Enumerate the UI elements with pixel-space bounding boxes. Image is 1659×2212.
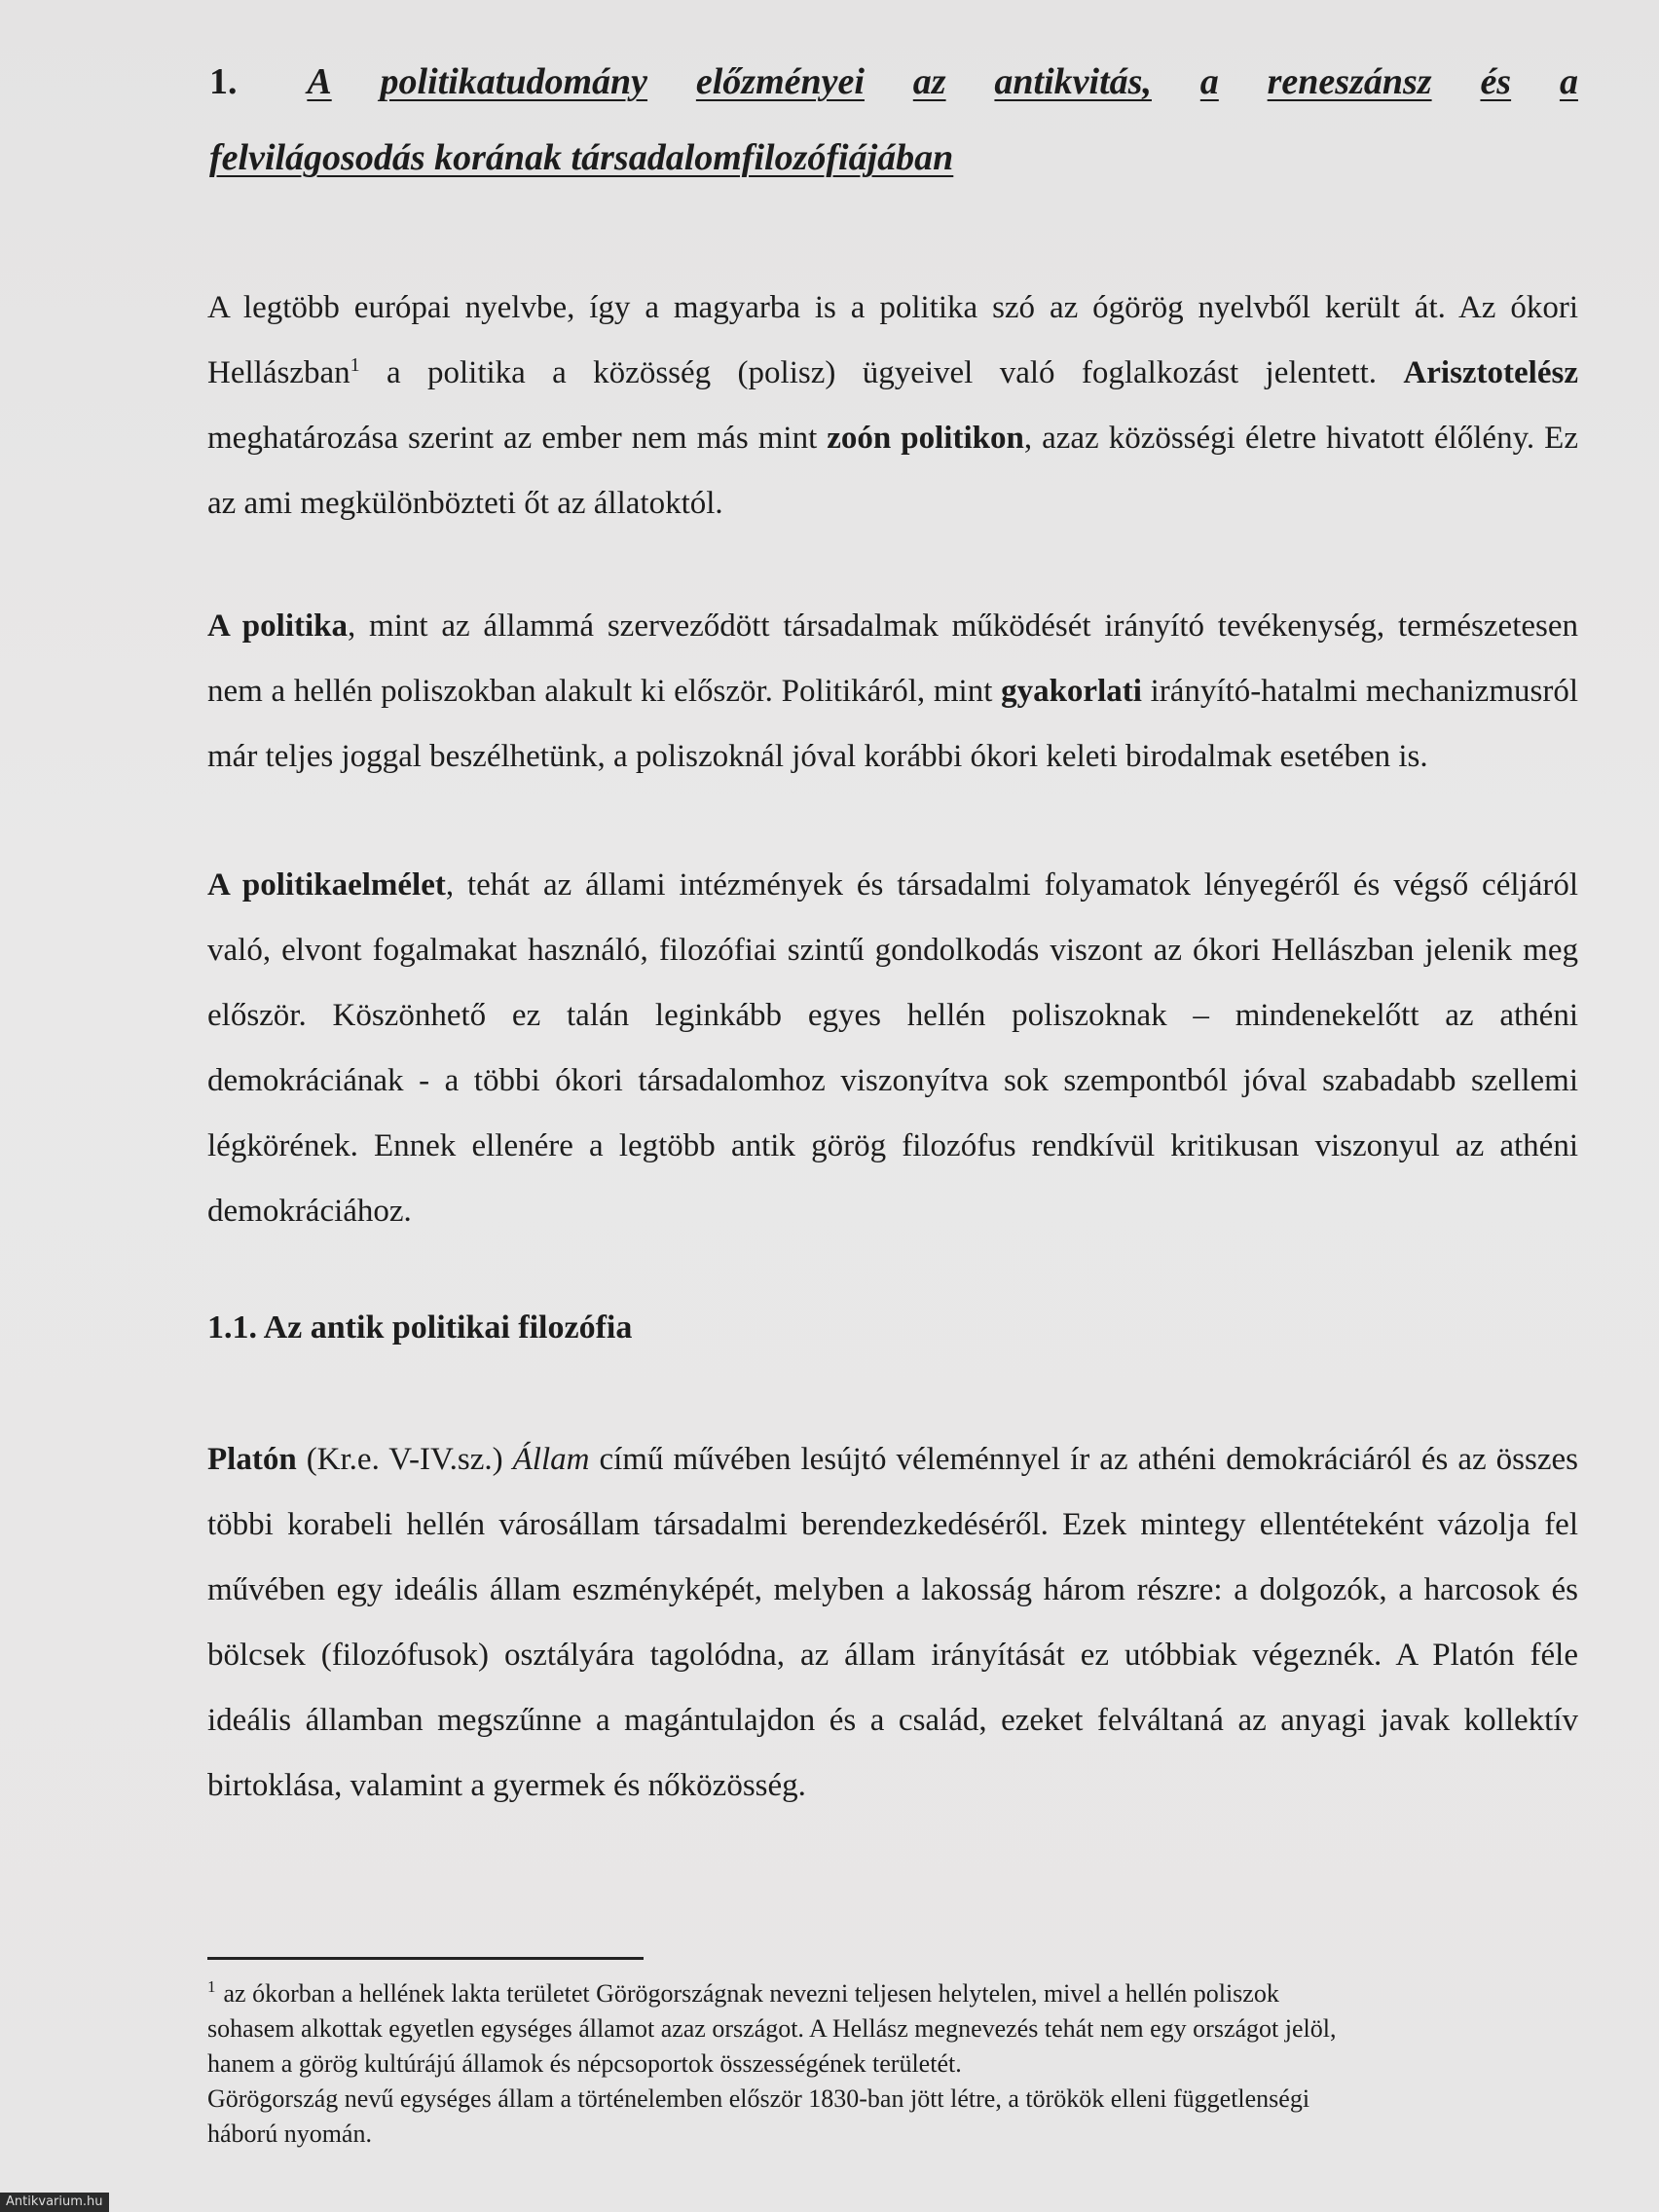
term-gyakorlati: gyakorlati <box>1001 674 1142 709</box>
chapter-number: 1. <box>209 61 238 102</box>
text-run: meghatározása szerint az ember nem más mint <box>207 421 828 456</box>
text-run: , tehát az állami intézmények és társadalmi folyamatok lényegéről és végső céljáról való, elvont fogalmakat használó, filozófiai szintű gondolkodás viszont az ókori Hellászban jelenik meg először. Köszönhető ez talán leginkább egyes hellén poliszoknak – mindenekelőtt az athéni demokráciának - a többi ókori társadalomhoz viszonyítva sok szempontból jóval szabadabb szellemi légkörének. Ennek ellenére a legtöbb antik görög filozófus rendkívül kritikusan viszonyul az athéni demokráciához. <box>207 867 1578 1229</box>
paragraph-politikaelmelet <box>207 853 1578 1244</box>
heading-word: reneszánsz <box>1267 61 1432 102</box>
footnote <box>207 1976 1570 2152</box>
text-run: , mint az állammá szerveződött társadalmak működését irányító tevékenység, természetesen nem a hellén poliszokban alakult ki először. Politikáról, mint <box>207 608 1579 709</box>
heading-line2-text: felvilágosodás korának társadalomfilozófiájában <box>209 137 954 178</box>
footnote-ref[interactable]: 1 <box>350 354 360 376</box>
text-run: (Kr.e. V-IV.sz.) <box>296 1442 513 1477</box>
text-run: A legtöbb európai nyelvbe, így a magyarba is a politika szó az ógörög nyelvből került át. Az ókori Hellászban <box>207 290 1578 390</box>
footnote-divider <box>207 1957 644 1960</box>
heading-word: politikatudomány <box>380 61 648 102</box>
paragraph-platon <box>207 1427 1578 1819</box>
footnote-line: sohasem alkottak egyetlen egységes államot azaz országot. A Hellász megnevezés tehát nem egy országot jelöl, <box>207 2014 1337 2043</box>
footnote-number: 1 <box>207 1977 216 1997</box>
text-run: , azaz közösségi életre hivatott élőlény. Ez az ami megkülönbözteti őt az állatoktól. <box>207 421 1578 521</box>
term-platon: Platón <box>207 1442 297 1477</box>
heading-word: a <box>1559 61 1578 102</box>
chapter-heading-line2 <box>209 136 1578 179</box>
term-a-politikaelmelet: A politikaelmélet <box>207 867 446 903</box>
term-arisztotelesz: Arisztotelész <box>1403 355 1578 390</box>
heading-word: A <box>307 61 332 102</box>
section-heading: 1.1. Az antik politikai filozófia <box>207 1309 633 1346</box>
heading-word: a <box>1199 61 1219 102</box>
text-run: című művében lesújtó véleménnyel ír az athéni demokráciáról és az összes többi korabeli hellén városállam társadalmi berendezkedéséről. Ezek mintegy ellentéteként vázolja fel művében egy ideális állam eszményképét, melyben a lakosság három részre: a dolgozók, a harcosok és bölcsek (filozófusok) osztályára tagolódna, az állam irányítását ez utóbbiak végeznék. A Platón féle ideális államban megszűnne a magántulajdon és a család, ezeket felváltaná az anyagi javak kollektív birtoklása, valamint a gyermek és nőközösség. <box>207 1442 1578 1803</box>
text-run: irányító-hatalmi mechanizmusról már teljes joggal beszélhetünk, a poliszoknál jóval korábbi ókori keleti birodalmak esetében is. <box>207 674 1578 774</box>
footnote-line: háború nyomán. <box>207 2120 372 2148</box>
chapter-heading-line1 <box>209 60 1578 103</box>
heading-word: előzményei <box>695 61 865 102</box>
footnote-line: $^1$ az ókorban a hellének lakta területet Görögországnak nevezni teljesen helytelen, mivel a hellén poliszok <box>207 1977 1279 2008</box>
term-zoon-politikon: zoón politikon <box>827 421 1024 456</box>
paragraph-intro <box>207 276 1578 536</box>
watermark-label: Antikvarium.hu <box>0 2193 109 2212</box>
heading-word: antikvitás, <box>994 61 1152 102</box>
paragraph-politika <box>207 594 1578 790</box>
footnote-line: Görögország nevű egységes állam a történelemben először 1830-ban jött létre, a törökök elleni függetlenségi <box>207 2084 1310 2113</box>
work-title-allam: Állam <box>512 1442 590 1477</box>
footnote-line: hanem a görög kultúrájú államok és népcsoportok összességének területét. <box>207 2049 962 2078</box>
term-a-politika: A politika <box>207 608 349 644</box>
heading-word: az <box>912 61 946 102</box>
heading-word: és <box>1480 61 1512 102</box>
text-run: a politika a közösség (polisz) ügyeivel való foglalkozást jelentett. <box>359 355 1404 390</box>
